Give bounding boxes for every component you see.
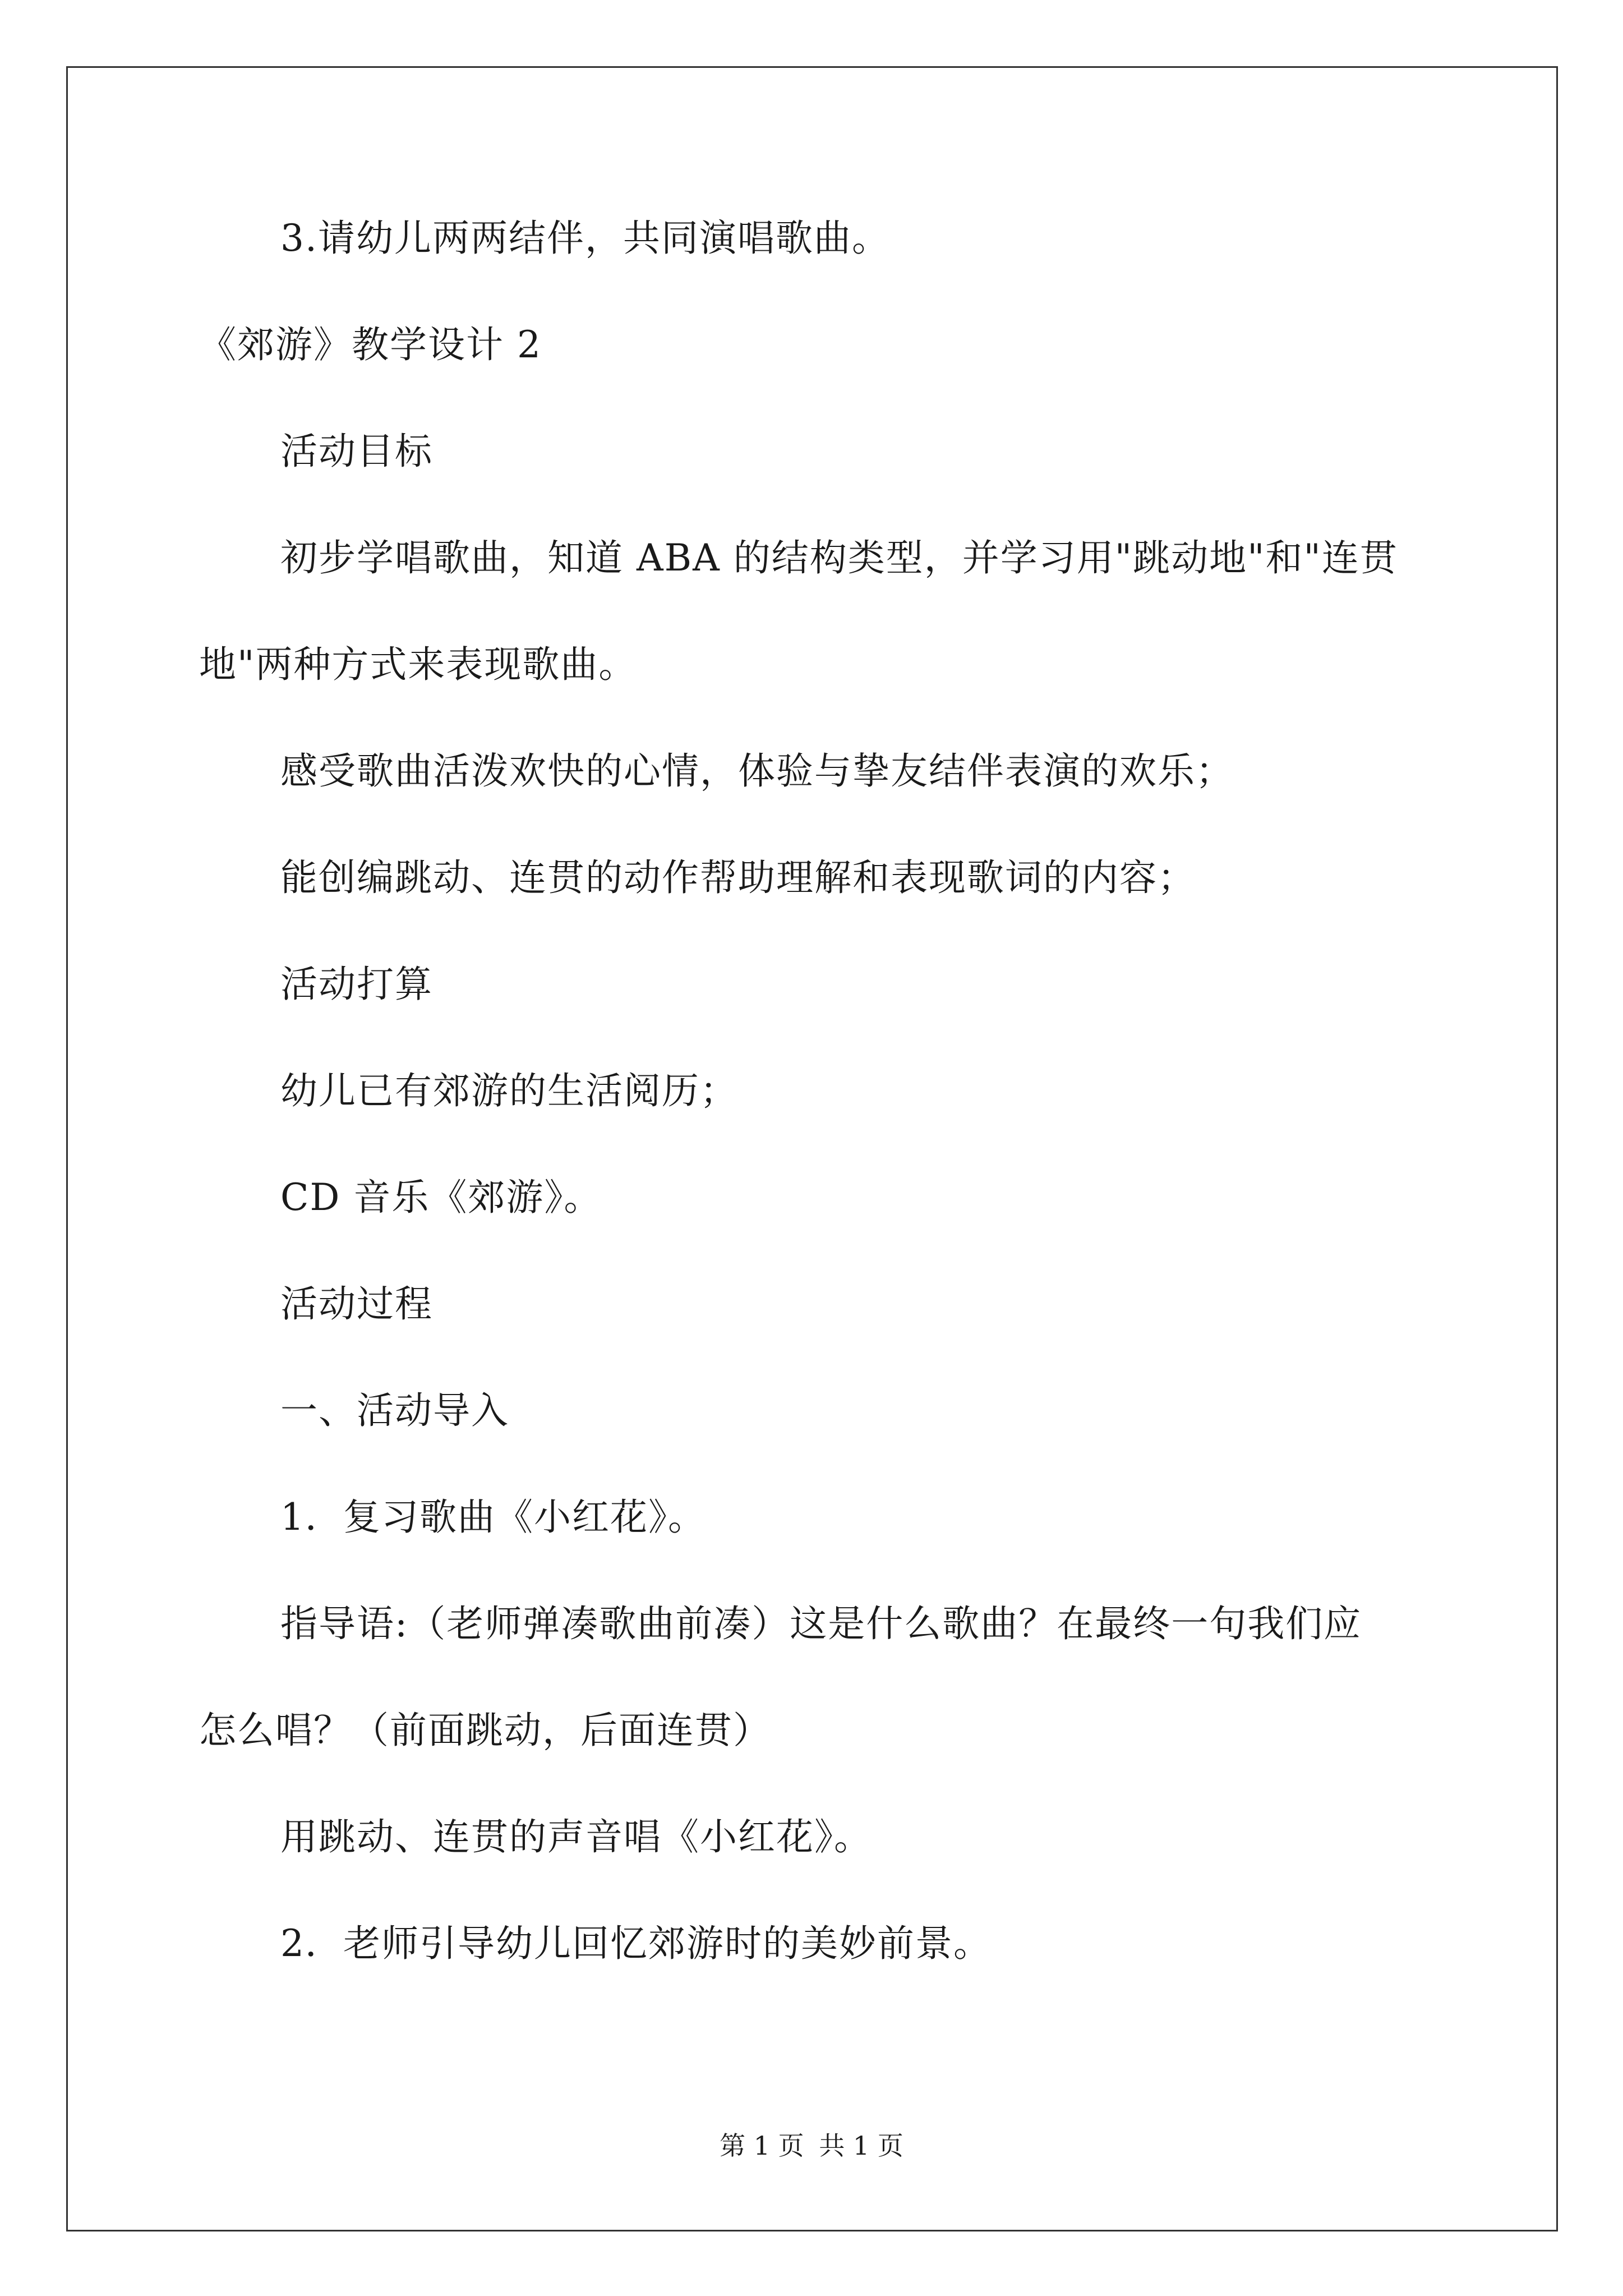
paragraph-step-2: 2．老师引导幼儿回忆郊游时的美妙前景。: [280, 1922, 992, 1965]
page-number-total: 共 1 页: [819, 2131, 903, 2161]
paragraph-goal-3: 能创编跳动、连贯的动作帮助理解和表现歌词的内容；: [280, 856, 1196, 899]
paragraph-step-1: 1．复习歌曲《小红花》。: [280, 1496, 706, 1539]
heading-activity-goals: 活动目标: [280, 430, 433, 473]
paragraph-preparation-2: CD 音乐《郊游》。: [280, 1176, 602, 1219]
page-footer: [0, 2129, 1623, 2162]
paragraph-step-3: 3.请幼儿两两结伴，共同演唱歌曲。: [280, 217, 890, 260]
paragraph-goal-1: 初步学唱歌曲，知道 ABA 的结构类型，并学习用"跳动地"和"连贯: [280, 536, 1398, 579]
heading-activity-preparation: 活动打算: [280, 963, 433, 1006]
paragraph-goal-2: 感受歌曲活泼欢快的心情，体验与挚友结伴表演的欢乐；: [280, 749, 1234, 793]
paragraph-sing-instruction: 用跳动、连贯的声音唱《小红花》。: [280, 1815, 872, 1858]
paragraph-guidance: 指导语:（老师弹凑歌曲前凑）这是什么歌曲？在最终一句我们应: [280, 1602, 1362, 1645]
heading-activity-intro: 一、活动导入: [280, 1389, 509, 1432]
paragraph-goal-1-continued: 地"两种方式来表现歌曲。: [199, 643, 637, 686]
page-number-current: 第 1 页: [720, 2131, 804, 2161]
page-border: [66, 66, 1558, 2231]
section-title: 《郊游》教学设计 2: [199, 323, 542, 366]
heading-activity-process: 活动过程: [280, 1282, 433, 1326]
paragraph-guidance-continued: 怎么唱？（前面跳动，后面连贯）: [199, 1709, 771, 1752]
paragraph-preparation-1: 幼儿已有郊游的生活阅历；: [280, 1069, 738, 1112]
